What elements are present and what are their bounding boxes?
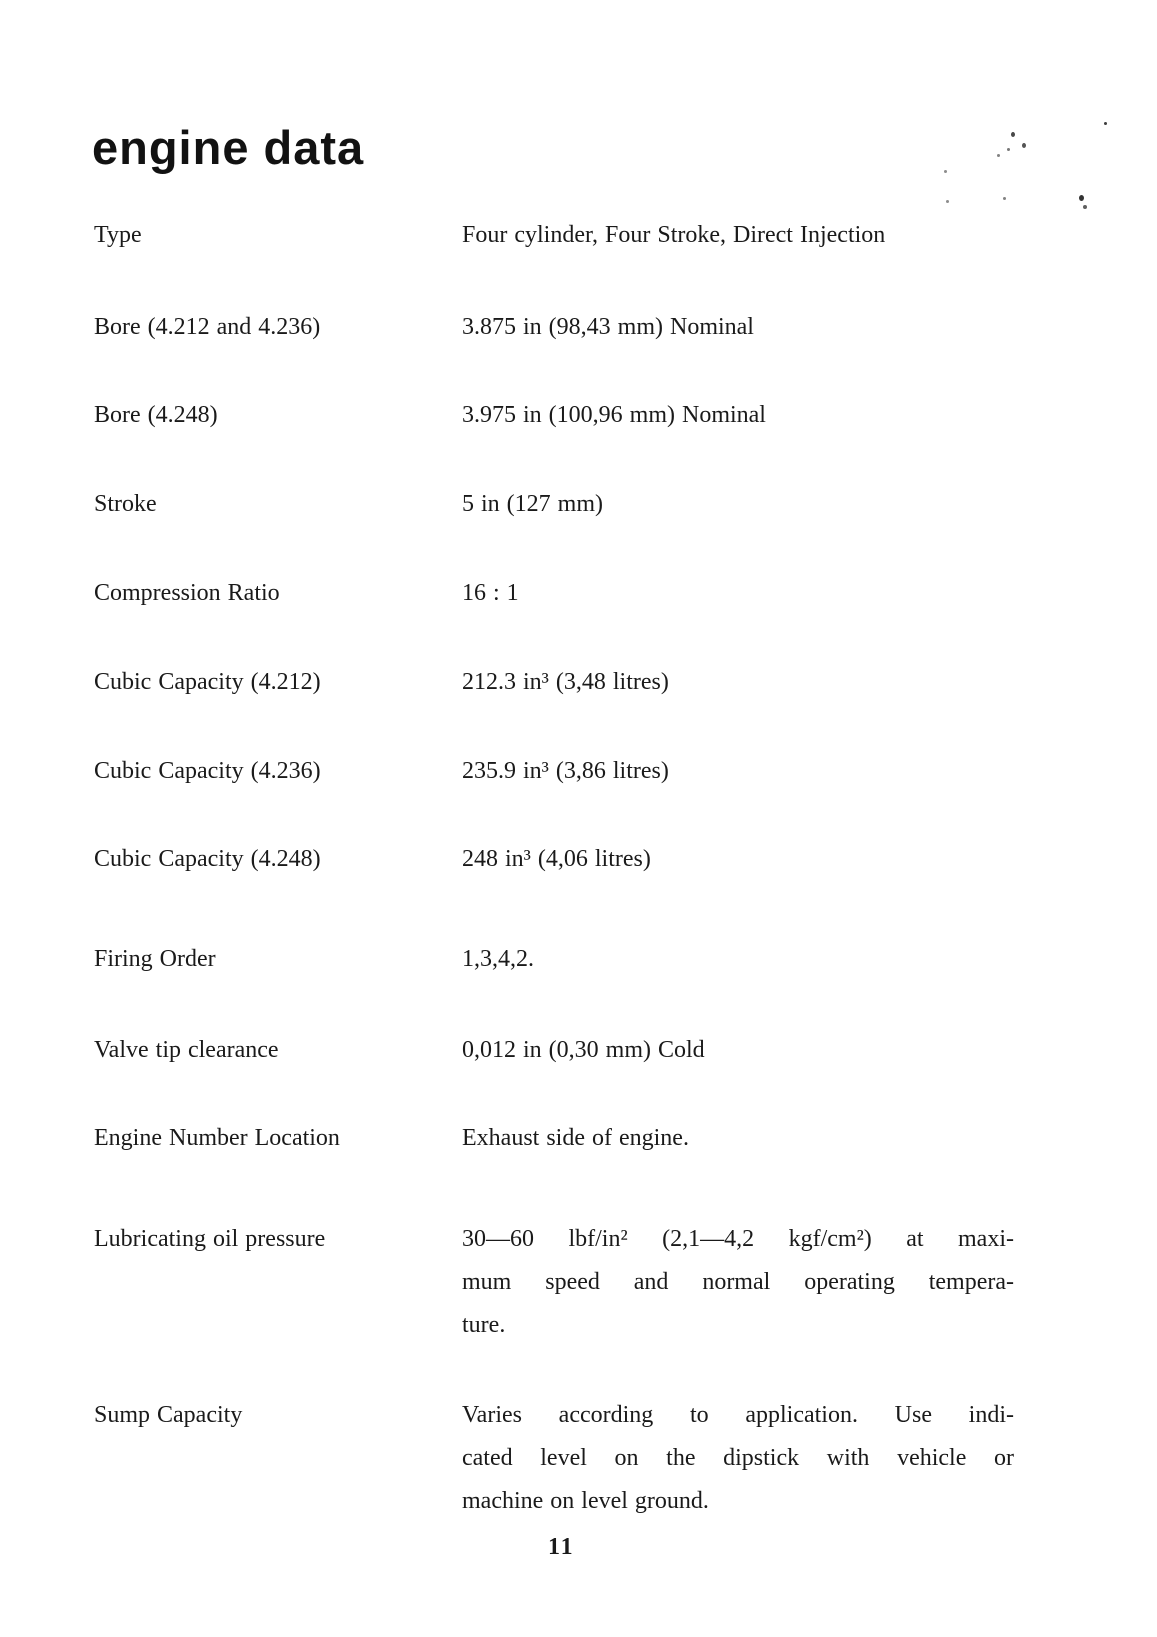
scan-speck (1079, 195, 1084, 201)
spec-row-oil-pressure (94, 1218, 1014, 1347)
spec-label: Engine Number Location (94, 1125, 340, 1151)
spec-value-line: 30—60 lbf/in² (2,1—4,2 kgf/cm²) at maxi- (462, 1226, 1014, 1252)
scan-speck (946, 200, 949, 203)
spec-label: Valve tip clearance (94, 1037, 279, 1063)
spec-row-capacity-4212 (94, 667, 1014, 697)
spec-label: Sump Capacity (94, 1402, 243, 1428)
spec-value: Exhaust side of engine. (462, 1125, 689, 1151)
scan-speck (997, 154, 1000, 157)
spec-label: Cubic Capacity (4.212) (94, 669, 321, 695)
spec-value: 3.875 in (98,43 mm) Nominal (462, 314, 754, 340)
scan-speck (944, 170, 947, 173)
spec-label: Cubic Capacity (4.236) (94, 758, 321, 784)
spec-value: 248 in³ (4,06 litres) (462, 846, 651, 872)
page-title: engine data (92, 121, 365, 174)
spec-row-engine-number (94, 1123, 1014, 1153)
spec-value (462, 1394, 1014, 1523)
scan-speck (1007, 148, 1010, 151)
spec-value-line: ture. (462, 1312, 506, 1338)
spec-value: Four cylinder, Four Stroke, Direct Injection (462, 222, 886, 248)
spec-value: 5 in (127 mm) (462, 491, 603, 517)
spec-row-bore-large (94, 400, 1014, 430)
spec-row-sump-capacity (94, 1394, 1014, 1523)
spec-label: Type (94, 222, 142, 248)
spec-value-line: Varies according to application. Use indi- (462, 1402, 1014, 1428)
spec-label: Bore (4.212 and 4.236) (94, 314, 321, 340)
spec-value: 3.975 in (100,96 mm) Nominal (462, 402, 766, 428)
scan-speck (1022, 143, 1026, 148)
spec-value-line: machine on level ground. (462, 1488, 709, 1514)
spec-label: Cubic Capacity (4.248) (94, 846, 321, 872)
page-number: 11 (548, 1534, 575, 1560)
spec-value: 0,012 in (0,30 mm) Cold (462, 1037, 705, 1063)
spec-row-type (94, 220, 1014, 250)
spec-value: 1,3,4,2. (462, 946, 534, 972)
spec-row-valve-clearance (94, 1035, 1014, 1065)
scan-speck (1011, 132, 1015, 137)
spec-value: 212.3 in³ (3,48 litres) (462, 669, 669, 695)
spec-value-line: cated level on the dipstick with vehicle or (462, 1445, 1014, 1471)
spec-label: Compression Ratio (94, 580, 280, 606)
spec-row-firing-order (94, 944, 1014, 974)
scan-speck (1104, 122, 1107, 125)
spec-label: Stroke (94, 491, 157, 517)
spec-value: 235.9 in³ (3,86 litres) (462, 758, 669, 784)
spec-row-compression-ratio (94, 578, 1014, 608)
spec-row-capacity-4236 (94, 756, 1014, 786)
spec-value-line: mum speed and normal operating tempera- (462, 1269, 1014, 1295)
spec-row-stroke (94, 489, 1014, 519)
spec-value (462, 1218, 1014, 1347)
spec-value: 16 : 1 (462, 580, 519, 606)
spec-label: Bore (4.248) (94, 402, 218, 428)
spec-row-bore-small (94, 312, 1014, 342)
spec-label: Firing Order (94, 946, 216, 972)
scan-speck (1083, 205, 1087, 209)
scan-speck (1003, 197, 1006, 200)
spec-label: Lubricating oil pressure (94, 1226, 326, 1252)
spec-row-capacity-4248 (94, 844, 1014, 874)
